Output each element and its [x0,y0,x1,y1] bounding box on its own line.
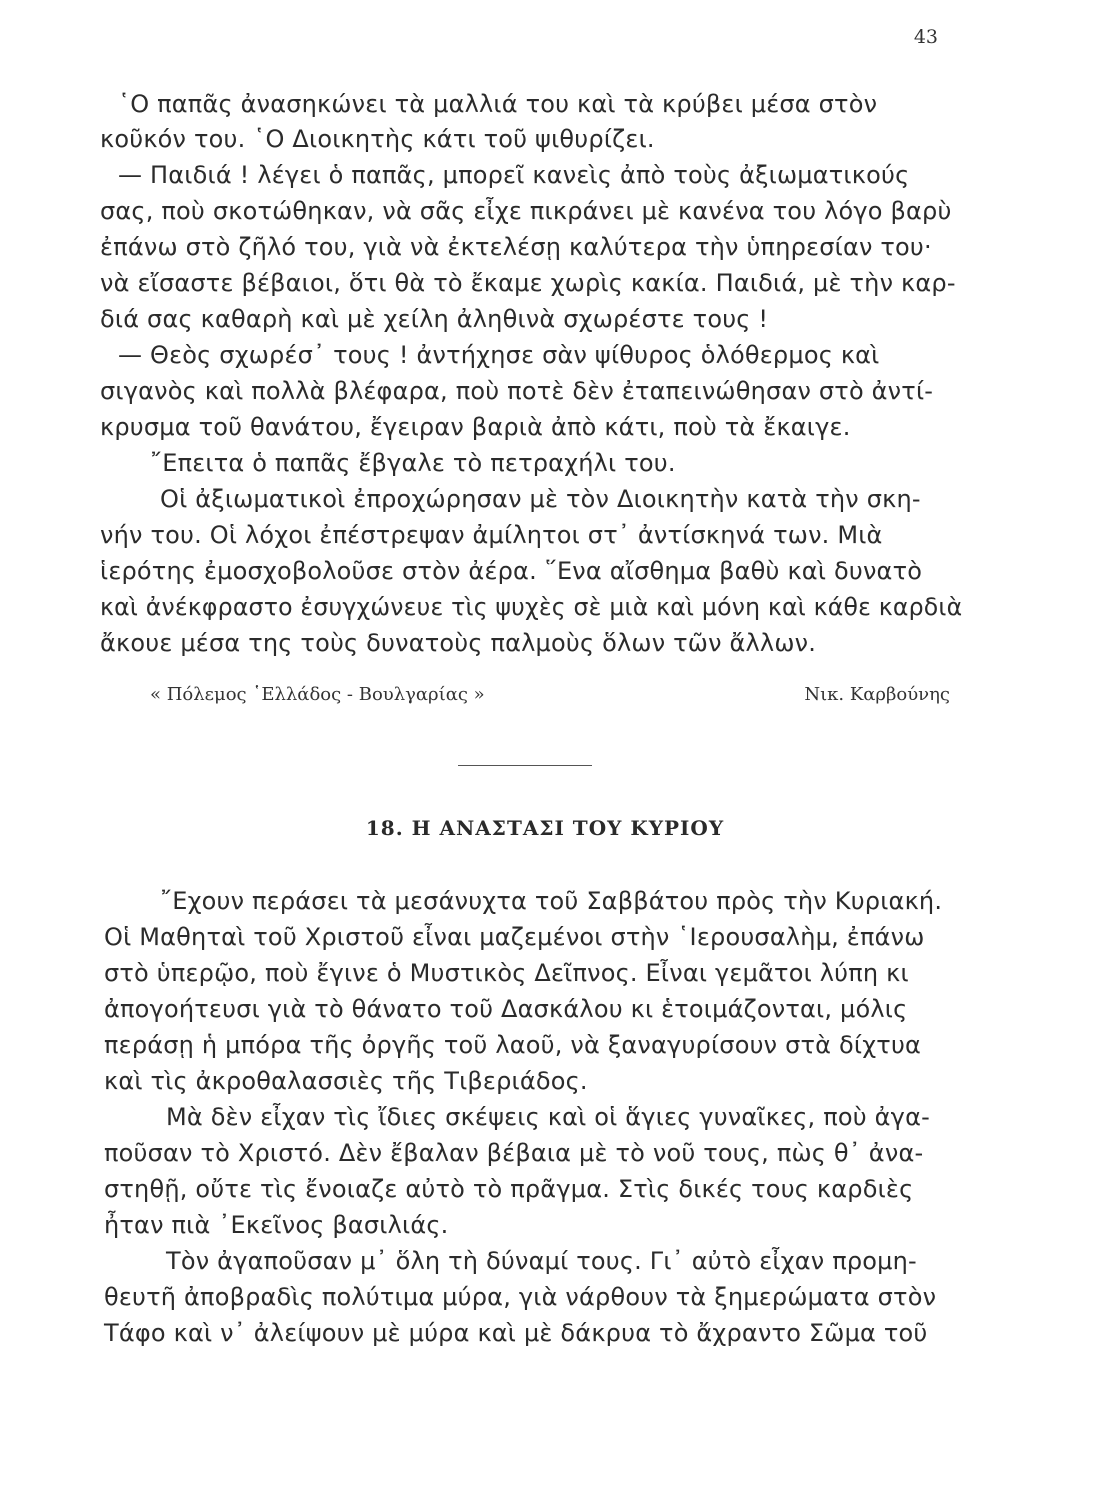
chapter-heading: 18. Η ΑΝΑΣΤΑΣΙ ΤΟΥ ΚΥΡΙΟΥ [365,816,725,840]
paragraph-line: στηθῇ, οὔτε τὶς ἔνοιαζε αὐτὸ τὸ πρᾶγμα. Στὶς δικές τους καρδιὲς [104,1175,914,1203]
section-divider [458,765,592,766]
paragraph-line: ἱερότης ἐμοσχοβολοῦσε στὸν ἀέρα. ῞Ενα αἴσθημα βαθὺ καὶ δυνατὸ [100,557,923,585]
paragraph-line: σας, ποὺ σκοτώθηκαν, νὰ σᾶς εἶχε πικράνει μὲ κανένα του λόγο βαρὺ [100,197,952,225]
paragraph-line: ἐπάνω στὸ ζῆλό του, γιὰ νὰ ἐκτελέσῃ καλύτερα τὴν ὑπηρεσίαν του· [100,233,932,261]
paragraph-line: Τάφο καὶ ν᾽ ἀλείψουν μὲ μύρα καὶ μὲ δάκρυα τὸ ἄχραντο Σῶμα τοῦ [104,1319,928,1347]
paragraph-line: διά σας καθαρὴ καὶ μὲ χείλη ἀληθινὰ σχωρέστε τους ! [100,305,769,333]
paragraph-line: ῎Επειτα ὁ παπᾶς ἔβγαλε τὸ πετραχήλι του. [150,449,676,477]
paragraph-line: Οἱ Μαθηταὶ τοῦ Χριστοῦ εἶναι μαζεμένοι στὴν ῾Ιερουσαλὴμ, ἐπάνω [104,923,925,951]
paragraph-line: Τὸν ἀγαποῦσαν μ᾽ ὅλη τὴ δύναμί τους. Γι᾽ αὐτὸ εἶχαν προμη- [166,1247,917,1275]
paragraph-line: νὰ εἴσαστε βέβαιοι, ὅτι θὰ τὸ ἔκαμε χωρὶς κακία. Παιδιά, μὲ τὴν καρ- [100,269,956,297]
paragraph-line: Οἱ ἀξιωματικοὶ ἐπροχώρησαν μὲ τὸν Διοικητὴν κατὰ τὴν σκη- [160,485,921,513]
paragraph-line: περάσῃ ἡ μπόρα τῆς ὀργῆς τοῦ λαοῦ, νὰ ξαναγυρίσουν στὰ δίχτυα [104,1031,922,1059]
paragraph-line: κοῦκόν του. ῾Ο Διοικητὴς κάτι τοῦ ψιθυρίζει. [100,125,655,153]
paragraph-line: ἀπογοήτευσι γιὰ τὸ θάνατο τοῦ Δασκάλου κι ἑτοιμάζονται, μόλις [104,995,908,1023]
paragraph-line: ἄκουε μέσα της τοὺς δυνατοὺς παλμοὺς ὅλων τῶν ἄλλων. [100,629,817,657]
citation-source: « Πόλεμος ῾Ελλάδος - Βουλγαρίας » [150,684,485,705]
paragraph-line: ῎Εχουν περάσει τὰ μεσάνυχτα τοῦ Σαββάτου πρὸς τὴν Κυριακή. [160,887,943,915]
paragraph-line: σιγανὸς καὶ πολλὰ βλέφαρα, ποὺ ποτὲ δὲν ἐταπεινώθησαν στὸ ἀντί- [100,377,934,405]
paragraph-line: ῾Ο παπᾶς ἀνασηκώνει τὰ μαλλιά του καὶ τὰ κρύβει μέσα στὸν [118,90,878,118]
paragraph-line: ποῦσαν τὸ Χριστό. Δὲν ἔβαλαν βέβαια μὲ τὸ νοῦ τους, πὼς θ᾽ ἀνα- [104,1139,924,1167]
page-number: 43 [913,26,938,48]
paragraph-line: καὶ ἀνέκφραστο ἐσυγχώνευε τὶς ψυχὲς σὲ μιὰ καὶ μόνη καὶ κάθε καρδιὰ [100,593,963,621]
paragraph-line: — Θεὸς σχωρέσ᾽ τους ! ἀντήχησε σὰν ψίθυρος ὁλόθερμος καὶ [118,341,880,369]
paragraph-line: κρυσμα τοῦ θανάτου, ἔγειραν βαριὰ ἀπὸ κάτι, ποὺ τὰ ἔκαιγε. [100,413,851,441]
paragraph-line: θευτῆ ἀποβραδὶς πολύτιμα μύρα, γιὰ νάρθουν τὰ ξημερώματα στὸν [104,1283,937,1311]
paragraph-line: νήν του. Οἱ λόχοι ἐπέστρεψαν ἀμίλητοι στ᾽ ἀντίσκηνά των. Μιὰ [100,521,883,549]
paragraph-line: Μὰ δὲν εἶχαν τὶς ἴδιες σκέψεις καὶ οἱ ἅγιες γυναῖκες, ποὺ ἀγα- [166,1103,930,1131]
paragraph-line: ἦταν πιὰ ᾽Εκεῖνος βασιλιάς. [104,1211,449,1239]
citation-author: Νικ. Καρβούνης [804,684,950,705]
paragraph-line: — Παιδιά ! λέγει ὁ παπᾶς, μπορεῖ κανεὶς ἀπὸ τοὺς ἀξιωματικούς [118,161,910,189]
paragraph-line: στὸ ὑπερῷο, ποὺ ἔγινε ὁ Μυστικὸς Δεῖπνος. Εἶναι γεμᾶτοι λύπη κι [104,959,909,987]
paragraph-line: καὶ τὶς ἀκροθαλασσιὲς τῆς Τιβεριάδος. [104,1067,588,1095]
